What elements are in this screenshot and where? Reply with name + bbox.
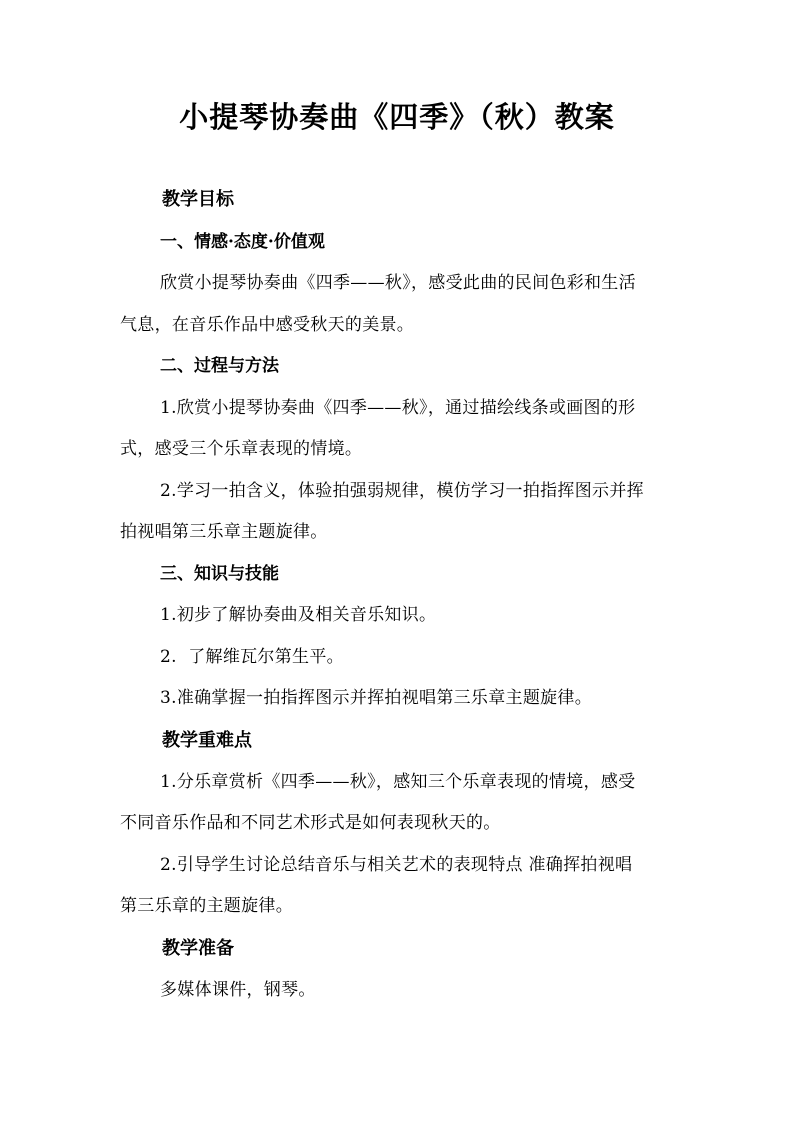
subheading-emotion-attitude-values: 一、情感·态度·价值观 [160, 232, 325, 252]
paragraph-line: 2.学习一拍含义，体验拍强弱规律，模仿学习一拍指挥图示并挥 [160, 481, 644, 501]
page-title: 小提琴协奏曲《四季》（秋）教案 [179, 100, 615, 134]
paragraph-line: 第三乐章的主题旋律。 [120, 896, 293, 916]
paragraph-line: 1.初步了解协奏曲及相关音乐知识。 [160, 605, 437, 625]
paragraph-line: 3.准确掌握一拍指挥图示并挥拍视唱第三乐章主题旋律。 [160, 688, 593, 708]
paragraph-line: 1.欣赏小提琴协奏曲《四季——秋》，通过描绘线条或画图的形 [160, 398, 636, 418]
subheading-process-method: 二、过程与方法 [160, 356, 279, 376]
subheading-knowledge-skills: 三、知识与技能 [160, 564, 279, 584]
paragraph-line: 不同音乐作品和不同艺术形式是如何表现秋天的。 [120, 813, 501, 833]
heading-teaching-preparation: 教学准备 [162, 938, 234, 959]
heading-key-difficulties: 教学重难点 [162, 730, 252, 751]
paragraph-line: 气息，在音乐作品中感受秋天的美景。 [120, 315, 415, 335]
paragraph-line: 欣赏小提琴协奏曲《四季——秋》，感受此曲的民间色彩和生活 [160, 273, 636, 293]
paragraph-line: 式，感受三个乐章表现的情境。 [120, 439, 363, 459]
paragraph-line: 多媒体课件，钢琴。 [160, 980, 316, 1000]
heading-teaching-goals: 教学目标 [162, 189, 234, 210]
paragraph-line: 拍视唱第三乐章主题旋律。 [120, 522, 328, 542]
paragraph-line: 2.引导学生讨论总结音乐与相关艺术的表现特点 准确挥拍视唱 [160, 855, 633, 875]
paragraph-line: 2. 了解维瓦尔第生平。 [160, 647, 344, 667]
paragraph-line: 1.分乐章赏析《四季——秋》，感知三个乐章表现的情境，感受 [160, 772, 636, 792]
